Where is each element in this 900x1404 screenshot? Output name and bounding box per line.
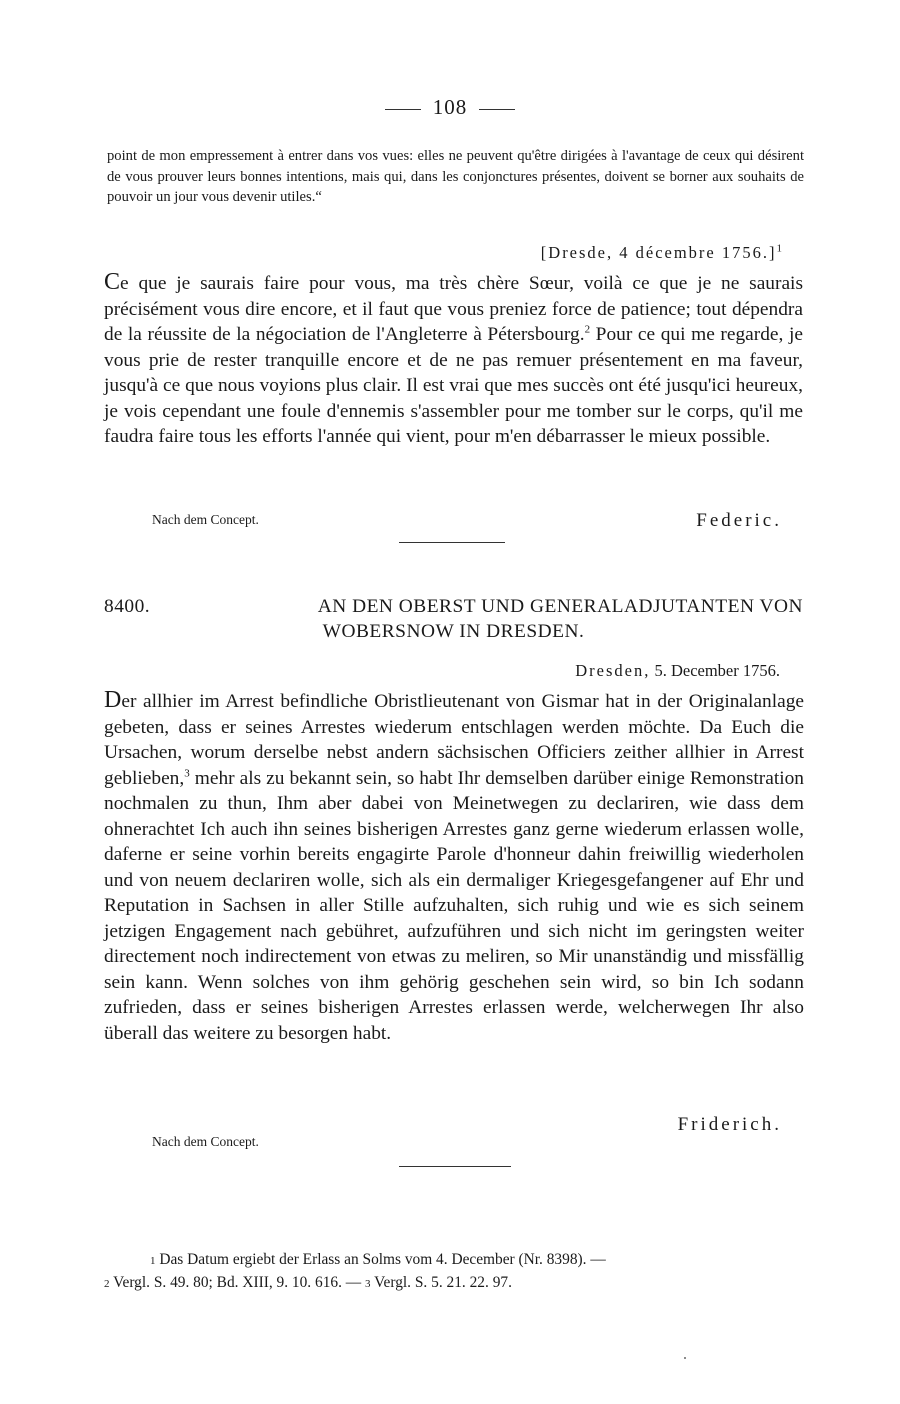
footnote-3-text: Vergl. S. 5. 21. 22. 97. — [374, 1274, 512, 1291]
letter2-heading-title1: AN DEN OBERST UND GENERALADJUTANTEN VON — [317, 596, 803, 617]
letter2-body-part2: mehr als zu bekannt sein, so habt Ihr demselben darüber einige Remonstration nochmalen zu thun, Ihm aber dabei von Meinetwegen zu declariren, wie dass dem ohnerachtet Ich auch ihn seines bisherigen Arrestes ganz gerne wiederum erlassen wolle, daferne er seine vorhin bereits engagirte Parole d'honneur dahin freiwillig wiederholen und von neuem declariren wolle, sich als ein dermaliger Kriegesgefangener auf Ehr und Reputation in Sachsen in aller Stille aufzuhalten, sich ruhig und wie es sich seinem jetzigen Engagement nach gebühret, aufzuführen und sich nicht im geringsten weiter directement noch indirectement von etwas zu meliren, so Mir unanständig und missfällig sein kann. Wenn solches von ihm gehörig geschehen sein wird, so bin Ich sodann zufrieden, dass er seines bisherigen Arrestes erlassen werde, welcherwegen Ihr also überall das weitere zu besorgen habt. — [104, 767, 804, 1044]
letter2-footnote-ref: 3 — [184, 767, 190, 780]
letter2-source-note: Nach dem Concept. — [152, 1134, 259, 1149]
letter2-signature: Friderich. — [677, 1114, 782, 1135]
letter1-date-footnote-ref: 1 — [776, 242, 782, 255]
letter1-signature: Federic. — [696, 510, 782, 531]
letter1-body-part2: Pour ce qui me regarde, je vous prie de rester tranquille encore et de ne pas remuer présentement en ma faveur, jusqu'à ce que nous voyions plus clair. Il est vrai que mes succès ont été jusqu'ici heureux, je vois cependant une foule d'ennemis s'assembler pour me tomber sur le corps, qu'il me faudra faire tous les efforts l'année qui vient, pour m'en débarrasser le mieux possible. — [104, 324, 803, 447]
previous-letter-quote: point de mon empressement à entrer dans vos vues: elles ne peuvent qu'être dirigées à l'avantage de ceux qui désirent de vous prouver leurs bonnes intentions, mais qui, dans les conjonctures présentes, doivent se borner aux souhaits de pouvoir un jour vous devenir utiles.“ — [107, 148, 804, 205]
letter1-body-part1: e que je saurais faire pour vous, ma très chère Sœur, voilà ce que je ne saurais précisément vous dire encore, et il faut que vous preniez force de patience; tout dépendra de la réussite de la négociation de l'Angleterre à Pétersbourg. — [104, 273, 803, 345]
page-number-value: 108 — [432, 95, 468, 119]
letter2-heading-title2: WOBERSNOW IN DRESDEN. — [322, 621, 585, 642]
letter2-number: 8400. — [104, 596, 151, 617]
footnote-2-text: Vergl. S. 49. 80; Bd. XIII, 9. 10. 616. — — [113, 1274, 362, 1291]
letter1-date-text: [Dresde, 4 décembre 1756.] — [540, 243, 777, 262]
letter2-date-rest: 5. December 1756. — [654, 661, 780, 680]
letter1-dropcap: C — [104, 269, 121, 295]
letter2-body — [104, 688, 804, 1046]
footnote-1-text: Das Datum ergiebt der Erlass an Solms vom 4. December (Nr. 8398). — — [159, 1251, 606, 1268]
letter2-dropcap: D — [104, 687, 122, 713]
page-number-dash-left — [385, 109, 421, 110]
page-number — [0, 95, 900, 120]
letter2-body-part1: er allhier im Arrest befindliche Obristlieutenant von Gismar hat in der Originalanlage gebeten, dass er seines Arrestes wiederum entschlagen werden möchte. Da Euch die Ursachen, worum derselbe nebst andern sächsischen Officiers zeither allhier in Arrest geblieben, — [104, 691, 804, 789]
letter2-heading — [104, 594, 803, 644]
section-divider-2 — [399, 1166, 511, 1167]
footnote-1 — [104, 1249, 803, 1272]
footnote-3-number: 3 — [365, 1278, 371, 1290]
letter2-date-place: Dresden, — [575, 661, 651, 680]
footnotes-2-3 — [104, 1272, 803, 1295]
footnotes — [104, 1249, 803, 1295]
letter1-footnote-ref: 2 — [584, 323, 591, 336]
letter2-date — [575, 661, 780, 681]
section-divider-1 — [399, 542, 505, 543]
letter1-date — [541, 243, 782, 263]
paper-speck — [684, 1357, 686, 1359]
footnote-1-number: 1 — [150, 1255, 156, 1267]
letter1-source-note: Nach dem Concept. — [152, 512, 259, 527]
footnote-2-number: 2 — [104, 1278, 110, 1290]
page-number-dash-right — [479, 109, 515, 110]
letter1-body — [104, 270, 803, 450]
letter2-heading-line1 — [104, 594, 803, 619]
